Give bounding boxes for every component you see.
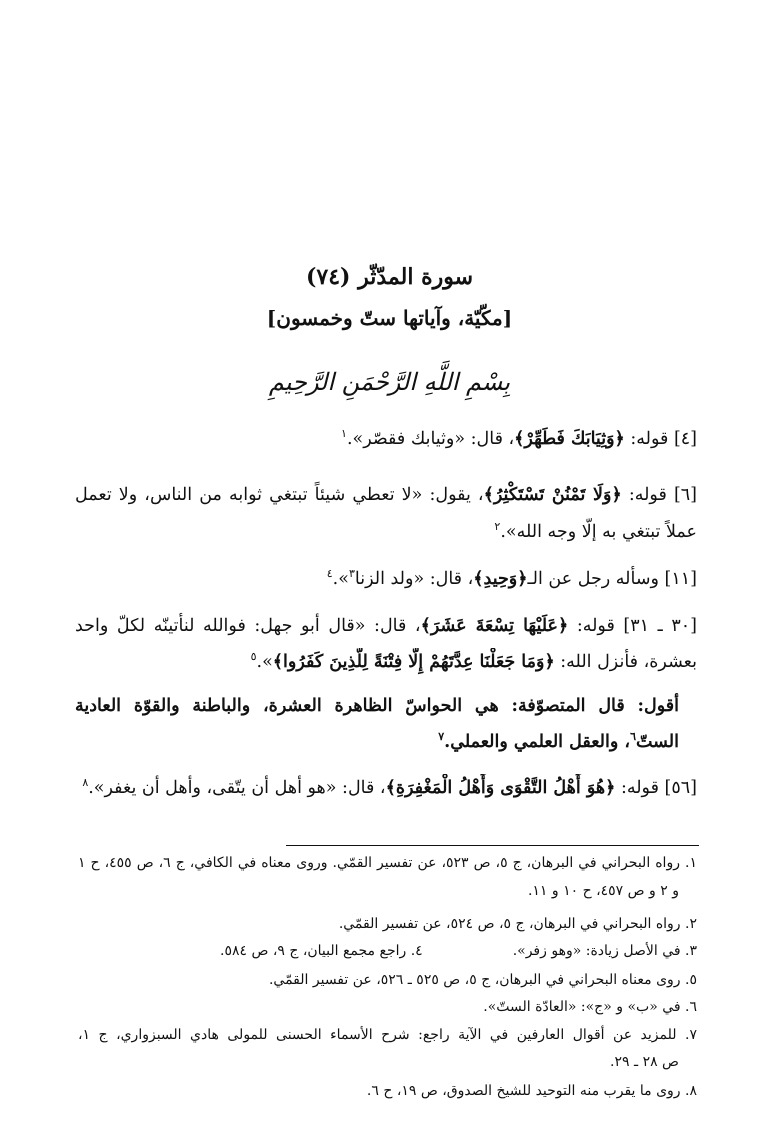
entry-intro: قوله: [615,778,665,798]
quran-quote: ﴿عَلَيْهَا تِسْعَةَ عَشَرَ﴾ [420,616,569,636]
footnote-marker: ٧ [438,730,445,744]
quran-quote: ﴿هُوَ أَهْلُ التَّقْوَى وَأَهْلُ الْمَغْفِرَةِ﴾ [385,778,616,798]
entry-verse-56 [75,774,697,802]
footnote-1-line-2: و ٢ و ص ٤٥٧، ح ١٠ و ١١. [527,883,679,899]
commentary-text: ، والعقل العلمي والعملي. [444,732,631,752]
entry-intro: قوله: [621,485,674,505]
entry-text: ، قال: «وثيابك فقصّر». [346,429,515,449]
quran-quote: ﴿وَثِيَابَكَ فَطَهِّرْ﴾ [514,429,625,449]
entry-verse-30-31-line-1 [75,612,697,640]
footnote-separator [286,845,699,846]
verse-ref: [٣٠ ـ ٣١] [623,616,697,636]
footnote-marker: ٦ [630,730,636,744]
footnote-3: ٣. في الأصل زيادة: «وهو زفر». [512,943,697,959]
entry-text: ، قال: «ولد الزنا [354,569,474,589]
entry-verse-6-line-1 [75,481,697,509]
entry-verse-30-31-line-2 [75,648,697,676]
footnote-7-line-2: ص ٢٨ ـ ٢٩. [610,1054,679,1070]
quran-quote: ﴿وَمَا جَعَلْنَا عِدَّتَهُمْ إِلَّا فِتْنَةً لِلَّذِينَ كَفَرُوا﴾ [272,652,555,672]
footnote-6: ٦. في «ب» و «ج»: «العادّة الستّ». [483,999,697,1015]
surah-title: سورة المدّثّر (٧٤) [305,264,474,290]
footnote-2: ٢. رواه البحراني في البرهان، ج ٥، ص ٥٢٤، عن تفسير القمّي. [338,916,697,932]
entry-verse-4 [75,425,697,453]
quran-quote: ﴿وَحِيدِ﴾ [473,569,528,589]
entry-text: عملاً تبتغي به إلّا وجه الله». [500,522,697,542]
quran-quote: ﴿وَلَا تَمْنُنْ تَسْتَكْثِرُ﴾ [483,485,622,505]
entry-verse-6-line-2 [75,518,697,546]
entry-text: ، قال: «هو أهل أن يتّقى، وأهل أن يغفر». [88,778,386,798]
footnote-marker: ٥ [250,650,257,664]
entry-text: بعشرة، فأنزل الله: [554,652,697,672]
basmala-calligraphy: بِسْمِ اللَّهِ الرَّحْمَنِ الرَّحِيمِ [268,368,511,396]
surah-subtitle: [مكّيّة، وآياتها ستّ وخمسون] [266,306,513,330]
verse-ref: [٦] [673,485,697,505]
entry-verse-11 [75,565,697,593]
entry-intro: قوله: [568,616,624,636]
entry-text: ، يقول: «لا تعطي شيئاً تبتغي ثوابه من الناس، ولا تعمل [75,485,484,505]
entry-text: ، قال: «قال أبو جهل: فوالله لنأتينّه لكلّ واحد [75,616,421,636]
footnote-7-line-1: ٧. للمزيد عن أقوال العارفين في الآية راجع: شرح الأسماء الحسنى للمولى هادي السبزواري، ج ١، [78,1027,697,1043]
verse-ref: [٤] [673,429,697,449]
entry-text: وسأله رجل عن الـ [527,569,665,589]
verse-ref: [٥٦] [664,778,697,798]
footnote-marker: ٢ [494,520,501,534]
footnote-4: ٤. راجع مجمع البيان، ج ٩، ص ٥٨٤. [220,943,423,959]
footnote-marker: ٤ [326,567,333,581]
commentary-line-1 [75,692,679,720]
footnote-marker: ١ [341,427,347,441]
footnote-1-line-1: ١. رواه البحراني في البرهان، ج ٥، ص ٥٢٣، عن تفسير القمّي. وروى معناه في الكافي، ج ٦، ص ٤٥٥، ح ١ [78,855,697,871]
commentary-line-2 [75,728,679,756]
footnote-8: ٨. روى ما يقرب منه التوحيد للشيخ الصدوق، ص ١٩، ح ٦. [366,1083,697,1099]
verse-ref: [١١] [664,569,697,589]
commentary-text: أقول: قال المتصوّفة: هي الحواسّ الظاهرة العشرة، والباطنة والقوّة العادية [75,696,679,716]
footnote-marker: ٣ [348,567,355,581]
footnote-marker: ٨ [82,776,89,790]
entry-text: ». [332,569,349,589]
entry-text: ». [256,652,273,672]
footnote-5: ٥. روى معناه البحراني في البرهان، ج ٥، ص ٥٢٥ ـ ٥٢٦، عن تفسير القمّي. [268,972,697,988]
commentary-text: الستّ [636,732,679,752]
footnote-3-4-row [78,940,697,962]
entry-intro: قوله: [624,429,674,449]
